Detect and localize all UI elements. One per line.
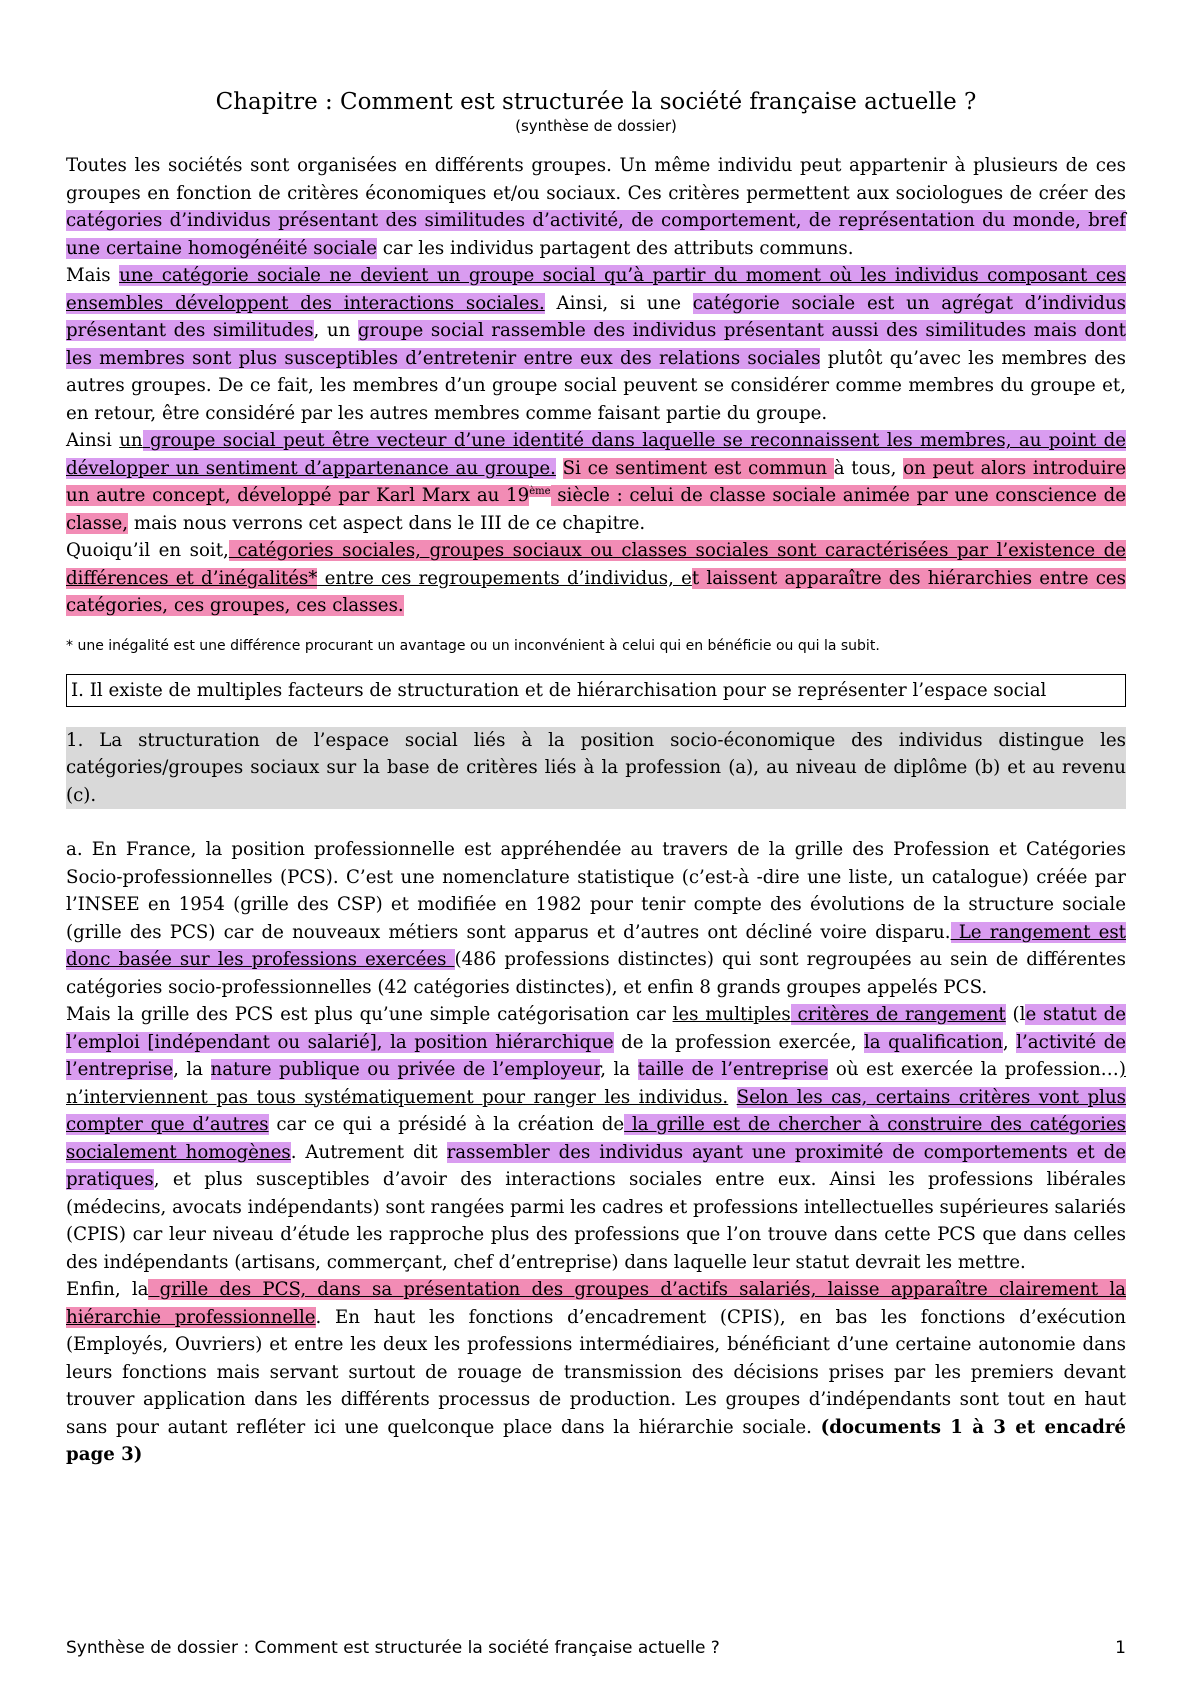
text-run: Ainsi, si une bbox=[544, 292, 693, 314]
highlight-purple: catégories d’individus présentant des similitudes d’activité, de comportement, de représentation du monde, bref une certaine homogénéité sociale bbox=[66, 210, 1126, 259]
text-run: Mais la grille des PCS est plus qu’une simple catégorisation car bbox=[66, 1004, 673, 1025]
text-run: . En haut les fonctions d’encadrement (CPIS), en bas les fonctions d’exécution (Employés, Ouvriers) et entre les deux les professions intermédiaires, bénéficiant d’une certaine autonomie dans leurs fonctions mais servant surtout de rouage de transmission des décisions prises par les premiers devant trouver application dans les différents processus de production. Les groupes d’indépendants sont tout en haut sans pour autant refléter ici une quelconque place dans la hiérarchie sociale. bbox=[66, 1306, 1127, 1438]
underlined-text: ) n’interviennent pas tous systématiquement pour ranger les individus. bbox=[66, 1059, 1126, 1108]
page-content bbox=[66, 88, 1126, 1469]
highlight-purple: la qualification bbox=[863, 1031, 1003, 1053]
highlight-purple-underlined: groupe social peut être vecteur d’une identité dans laquelle se reconnaissent les membres, au point de développer un sentiment d’appartenance au groupe. bbox=[66, 430, 1126, 479]
text-run: . Autrement dit bbox=[290, 1141, 447, 1163]
text-run: plutôt qu’avec les membres des autres groupes. De ce fait, les membres d’un groupe social peuvent se considérer comme membres du groupe et, en retour, être considéré par les autres membres comme faisant partie du groupe. bbox=[66, 347, 1126, 424]
highlight-purple: rassembler des individus ayant une proximité de comportements et de pratiques bbox=[66, 1141, 1126, 1190]
highlight-purple: l’activité de l’entreprise bbox=[66, 1031, 1126, 1080]
highlight-purple-underlined: une catégorie sociale ne devient un groupe social qu’à partir du moment où les individus composant ces ensembles développent des interactions sociales. bbox=[66, 265, 1127, 314]
page-footer bbox=[66, 1637, 1126, 1659]
text-run: Toutes les sociétés sont organisées en différents groupes. Un même individu peut appartenir à plusieurs de ces groupes en fonction de critères économiques et/ou sociaux. Ces critères permettent aux sociologues de créer des bbox=[66, 155, 1126, 204]
highlight-pink: t laissent apparaître des hiérarchies entre ces catégories, ces groupes, ces classes. bbox=[66, 567, 1126, 616]
superscript: ème bbox=[529, 485, 551, 497]
highlight-purple-underlined: critères de rangement bbox=[790, 1004, 1006, 1025]
underlined-text: entre ces regroupements d’individus, e bbox=[317, 567, 692, 589]
highlight-purple: catégorie sociale est un agrégat d’individus présentant des similitudes bbox=[66, 292, 1126, 341]
bold-reference: (documents 1 à 3 et encadré page 3) bbox=[66, 1416, 1126, 1465]
page-number: 1 bbox=[1115, 1638, 1126, 1658]
footnote: * une inégalité est une différence procurant un avantage ou un inconvénient à celui qui en bénéficie ou qui la subit. bbox=[66, 637, 880, 654]
highlight-pink: Si ce sentiment est commun bbox=[562, 457, 834, 479]
text-run: , bbox=[1002, 1031, 1017, 1053]
page-subtitle: (synthèse de dossier) bbox=[515, 117, 677, 135]
highlight-pink: on peut alors introduire un autre concept, développé par Karl Marx au 19 bbox=[66, 457, 1127, 506]
text-run: Enfin, la bbox=[66, 1279, 149, 1300]
text-run: (l bbox=[1005, 1004, 1026, 1025]
highlight-pink-underlined: catégories sociales, groupes sociaux ou classes sociales sont caractérisées par l’existence de différences et d’inégalités* bbox=[66, 540, 1126, 589]
text-run: Ainsi bbox=[66, 430, 120, 451]
highlight-purple-underlined: Le rangement est donc basée sur les professions exercées bbox=[66, 921, 1126, 970]
underlined-text: les multiples bbox=[672, 1004, 791, 1025]
text-run: a. En France, la position professionnelle est appréhendée au travers de la grille des Profession et Catégories Socio-professionnelles (PCS). C’est une nomenclature statistique (c’est-à -dire une liste, un catalogue) créée par l’INSEE en 1954 (grille des CSP) et modifiée en 1982 pour tenir compte des évolutions de la structure sociale (grille des PCS) car de nouveaux métiers sont apparus et d’autres ont décliné voire disparu. bbox=[66, 839, 1126, 943]
text-run: , la bbox=[173, 1059, 211, 1080]
highlight-purple-underlined: la grille est de chercher à construire des catégories socialement homogènes bbox=[66, 1114, 1127, 1163]
underlined-text: un bbox=[119, 430, 143, 451]
text-run: de la profession exercée, bbox=[613, 1031, 864, 1053]
text-run: où est exercée la profession… bbox=[828, 1059, 1119, 1080]
text-run: Mais bbox=[66, 265, 120, 286]
highlight-purple: e statut de l’emploi [indépendant ou salarié], la position hiérarchique bbox=[66, 1004, 1126, 1053]
text-run bbox=[728, 1087, 736, 1108]
highlight-purple: taille de l’entreprise bbox=[637, 1059, 829, 1080]
footer-text: Synthèse de dossier : Comment est structurée la société française actuelle ? bbox=[66, 1638, 720, 1658]
text-run: car ce qui a présidé à la création de bbox=[268, 1114, 625, 1135]
text-run: Quoiqu’il en soit, bbox=[66, 540, 229, 561]
text-run: mais nous verrons cet aspect dans le III de ce chapitre. bbox=[128, 512, 646, 534]
highlight-purple: nature publique ou privée de l’employeur bbox=[210, 1059, 601, 1080]
highlight-purple-underlined: Selon les cas, certains critères vont plus compter que d’autres bbox=[66, 1086, 1126, 1135]
text-run: à tous, bbox=[833, 457, 904, 479]
text-run: car les individus partagent des attributs communs. bbox=[376, 237, 854, 259]
subsection-title: 1. La structuration de l’espace social liés à la position socio-économique des individus distingue les catégories/groupes sociaux sur la base de critères liés à la profession (a), au niveau de diplôme (b) et au revenu (c). bbox=[66, 727, 1126, 810]
paragraph-a bbox=[66, 836, 1126, 1469]
intro-paragraph bbox=[66, 152, 1126, 620]
text-run: (486 professions distinctes) qui sont regroupées au sein de différentes catégories socio-professionnelles (42 catégories distinctes), et enfin 8 grands groupes appelés PCS. bbox=[66, 949, 1127, 998]
page-title: Chapitre : Comment est structurée la société française actuelle ? bbox=[215, 89, 977, 115]
text-run bbox=[556, 458, 563, 479]
text-run: , un bbox=[313, 320, 358, 341]
highlight-pink-underlined: grille des PCS, dans sa présentation des groupes d’actifs salariés, laisse apparaître clairement la hiérarchie professionnelle bbox=[66, 1279, 1126, 1328]
section-title-box: I. Il existe de multiples facteurs de structuration et de hiérarchisation pour se représenter l’espace social bbox=[66, 674, 1126, 707]
highlight-purple: groupe social rassemble des individus présentant aussi des similitudes mais dont les membres sont plus susceptibles d’entretenir entre eux des relations sociales bbox=[66, 320, 1126, 369]
text-run: , et plus susceptibles d’avoir des interactions sociales entre eux. Ainsi les professions libérales (médecins, avocats indépendants) sont rangées parmi les cadres et professions intellectuelles supérieures salariés (CPIS) car leur niveau d’étude les rapproche plus des professions que l’on trouve dans cette PCS que dans celles des indépendants (artisans, commerçant, chef d’entreprise) dans laquelle leur statut devrait les mettre. bbox=[66, 1169, 1126, 1273]
highlight-pink: siècle : celui de classe sociale animée par une conscience de classe, bbox=[66, 485, 1127, 534]
text-run: , la bbox=[600, 1059, 638, 1080]
